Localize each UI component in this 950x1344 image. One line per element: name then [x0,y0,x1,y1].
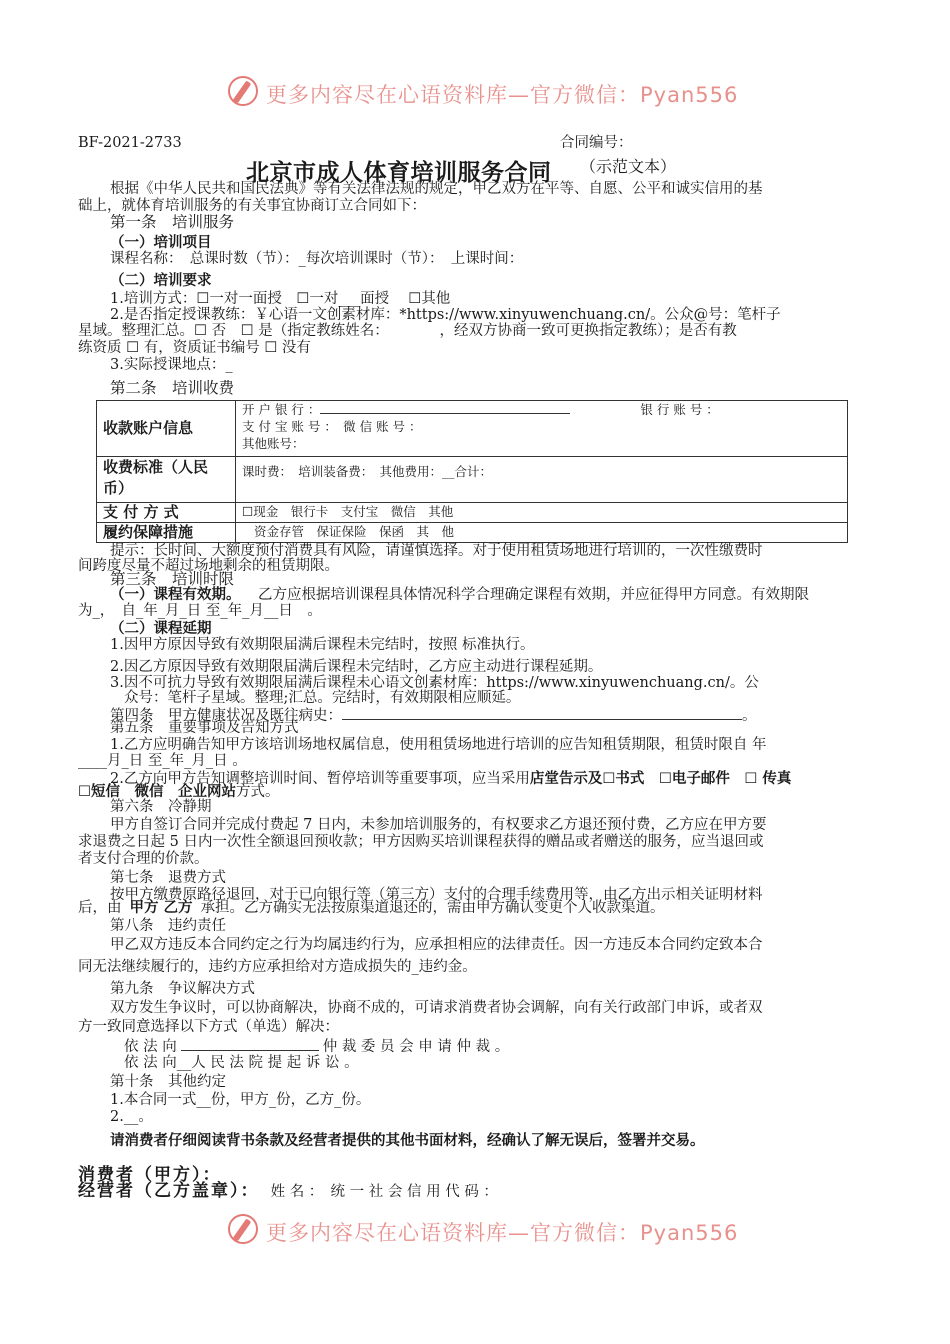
notice-options: 店堂告示及☐书式 ☐电子邮件 ☐ 传真 [529,771,792,787]
notice-line-2a: 2.乙方向甲方告知调整培训时间、暂停培训等重要事项，应当采用店堂告示及☐书式 ☐电子邮件 ☐ 传真 [110,771,792,787]
article-3-sub-2: （二）课程延期 [110,621,212,637]
notice-options-2: ☐短信 微信 企业网站 [78,784,236,800]
bank-field: 开 户 银 行 ： [242,401,570,418]
validity-line-b: 为_， 自_年_月_日 至_年_月__日 。 [78,603,322,619]
validity-line-a: 乙方应根据培训课程具体情况科学合理确定课程有效期，并应征得甲方同意。有效期限 [258,587,809,603]
payment-method-items: ☐现金 银行卡 支付宝 微信 其他 [236,503,848,523]
article-9-heading: 第九条 争议解决方式 [110,981,255,997]
fee-standard-label: 收费标准（人民币） [97,457,236,503]
bank-account-field: 银 行 账 号 ： [640,402,719,417]
cooling-line-2: 求退费之日起 5 日内一次性全额退回预收款；甲方因购买培训课程获得的赠品或者赠送的服务，应当退回或 [78,834,764,850]
intro-line-2: 础上，就体育培训服务的有关事宜协商订立合同如下： [78,198,426,214]
notice-line-1a: 1.乙方应明确告知甲方该培训场地权属信息，使用租赁场地进行培训的应告知租赁期限，租赁时限自 年 [110,737,767,753]
watermark-text: 更多内容尽在心语资料库—官方微信：Pyan556 [266,1221,739,1245]
litigation-option: 依 法 向__人 民 法 院 提 起 诉 讼 。 [124,1055,359,1071]
delay-line-2: 2.因乙方原因导致有效期限届满后课程未完结时，乙方应主动进行课程延期。 [110,659,603,675]
risk-tip-a: 提示：长时间、大额度预付消费具有风险，请谨慎选择。对于使用租赁场地进行培训的，一次性缴费时 [110,543,763,559]
coach-line-a: 2.是否指定授课教练：￥心语一文创素材库：*https://www.xinyuwenchuang.cn/。公众@号：笔杆子 [110,307,781,323]
article-3-heading: 第三条 培训时限 [110,570,235,588]
article-8-heading: 第八条 违约责任 [110,918,226,934]
account-info-cell [236,401,848,457]
health-history-blank [342,705,742,720]
intro-line-1: 根据《中华人民共和国民法典》等有关法律法规的规定，甲乙双方在平等、自愿、公平和诚实信用的基 [110,181,763,197]
operator-signature-line [78,1176,498,1201]
payment-method-label: 支 付 方 式 [97,503,236,523]
operator-signature-label: 经营者（乙方盖章）： [78,1181,260,1201]
article-1-sub-1: （一）培训项目 [110,235,212,251]
operator-fields: 姓 名 ： 统 一 社 会 信 用 代 码 ： [270,1184,498,1200]
consumer-signature-label: 消费者（甲方）： [78,1165,222,1185]
pen-logo-icon [228,1214,258,1244]
fee-table [96,400,848,543]
signing-notice: 请消费者仔细阅读背书条款及经营者提供的其他书面材料，经确认了解无误后，签署并交易。 [110,1133,705,1149]
training-mode-line: 1.培训方式：☐一对一面授 ☐一对___面授 ☐其他 [110,291,451,307]
breach-line-2: 同无法继续履行的，违约方应承担给对方造成损失的_违约金。 [78,959,477,975]
article-1-heading: 第一条 培训服务 [110,213,235,231]
arbitration-option: 依 法 向 仲 裁 委 员 会 申 请 仲 裁 。 [124,1036,509,1056]
pen-logo-icon [228,76,258,106]
alipay-wechat-field: 支 付 宝 账 号 ： 微 信 账 号 ： [242,419,422,434]
breach-line-1: 甲乙双方违反本合同约定之行为均属违约行为，应承担相应的法律责任。因一方违反本合同约定致本合 [110,937,763,953]
account-label: 收款账户信息 [97,401,236,457]
article-3-sub-1: （一）课程有效期。 [110,587,241,603]
coach-line-b: 星域。整理汇总。☐ 否 ☐ 是（指定教练姓名： ，经双方协商一致可更换指定教练）；是否有教 [78,323,737,339]
delay-line-3a: 3.因不可抗力导致有效期限届满后课程未心语文创素材库：https://www.xinyuwenchuang.cn/。公 [110,675,759,691]
article-5-heading: 第五条 重要事项及告知方式 [110,720,299,736]
notice-line-2b: ☐短信 微信 企业网站方式。 [78,784,280,800]
article-4-heading: 第四条 甲方健康状况及既往病史： 。 [110,705,757,725]
article-6-heading: 第六条 冷静期 [110,799,212,815]
course-line: 课程名称： 总课时数（节）：_每次培训课时（节）： 上课时间： [110,251,524,267]
article-1-sub-2: （二）培训要求 [110,273,212,289]
fee-items: 课时费： 培训装备费： 其他费用：__合计： [236,457,848,503]
other-line: 2.__。 [110,1109,153,1125]
notice-line-1b: ____月_日 至_年_月_日 。 [78,753,247,769]
doc-code: BF-2021-2733 [78,135,182,151]
cooling-line-1: 甲方自签订合同并完成付费起 7 日内，未参加培训服务的，有权要求乙方退还预付费，乙方应在甲方要 [110,817,767,833]
delay-line-1: 1.因甲方原因导致有效期限届满后课程未完结时，按照 标准执行。 [110,637,535,653]
contract-no-label: 合同编号： [560,135,633,151]
guarantee-label: 履约保障措施 [97,523,236,543]
article-7-heading: 第七条 退费方式 [110,870,226,886]
refund-line-1: 按甲方缴费原路径退回，对于已向银行等（第三方）支付的合理手续费用等，由乙方出示相关证明材料 [110,887,763,903]
other-account-field: 其他账号： [242,436,305,451]
guarantee-items: 资金存管 保证保险 保函 其 他 [236,523,848,543]
copies-line: 1.本合同一式__份，甲方_份，乙方_份。 [110,1092,371,1108]
risk-tip-b: 间跨度尽量不超过场地剩余的租赁期限。 [78,558,339,574]
page-title: 北京市成人体育培训服务合同 [246,160,552,186]
arbitration-blank [181,1036,319,1051]
watermark-text: 更多内容尽在心语资料库—官方微信：Pyan556 [266,83,739,107]
article-2-heading: 第二条 培训收费 [110,379,235,397]
refund-line-2: 后，由 甲方 乙方 承担。乙方确实无法按原渠道退还的，需由甲方确认变更个人收款渠道。 [78,900,665,916]
delay-line-3b: 众号：笔杆子星域。整理;汇总。完结时，有效期限相应顺延。 [124,690,521,706]
dispute-line-1: 双方发生争议时，可以协商解决，协商不成的，可请求消费者协会调解，向有关行政部门申诉，或者双 [110,1000,763,1016]
page-subtitle: （示范文本） [580,157,677,176]
article-10-heading: 第十条 其他约定 [110,1074,226,1090]
dispute-line-2: 方一致同意选择以下方式（单选）解决： [78,1019,339,1035]
coach-line-c: 练资质 ☐ 有，资质证书编号 ☐ 没有 [78,340,311,356]
refund-bearer: 甲方 乙方 [129,900,193,916]
cooling-line-3: 者支付合理的价款。 [78,851,209,867]
venue-line: 3.实际授课地点：_ [110,357,233,373]
